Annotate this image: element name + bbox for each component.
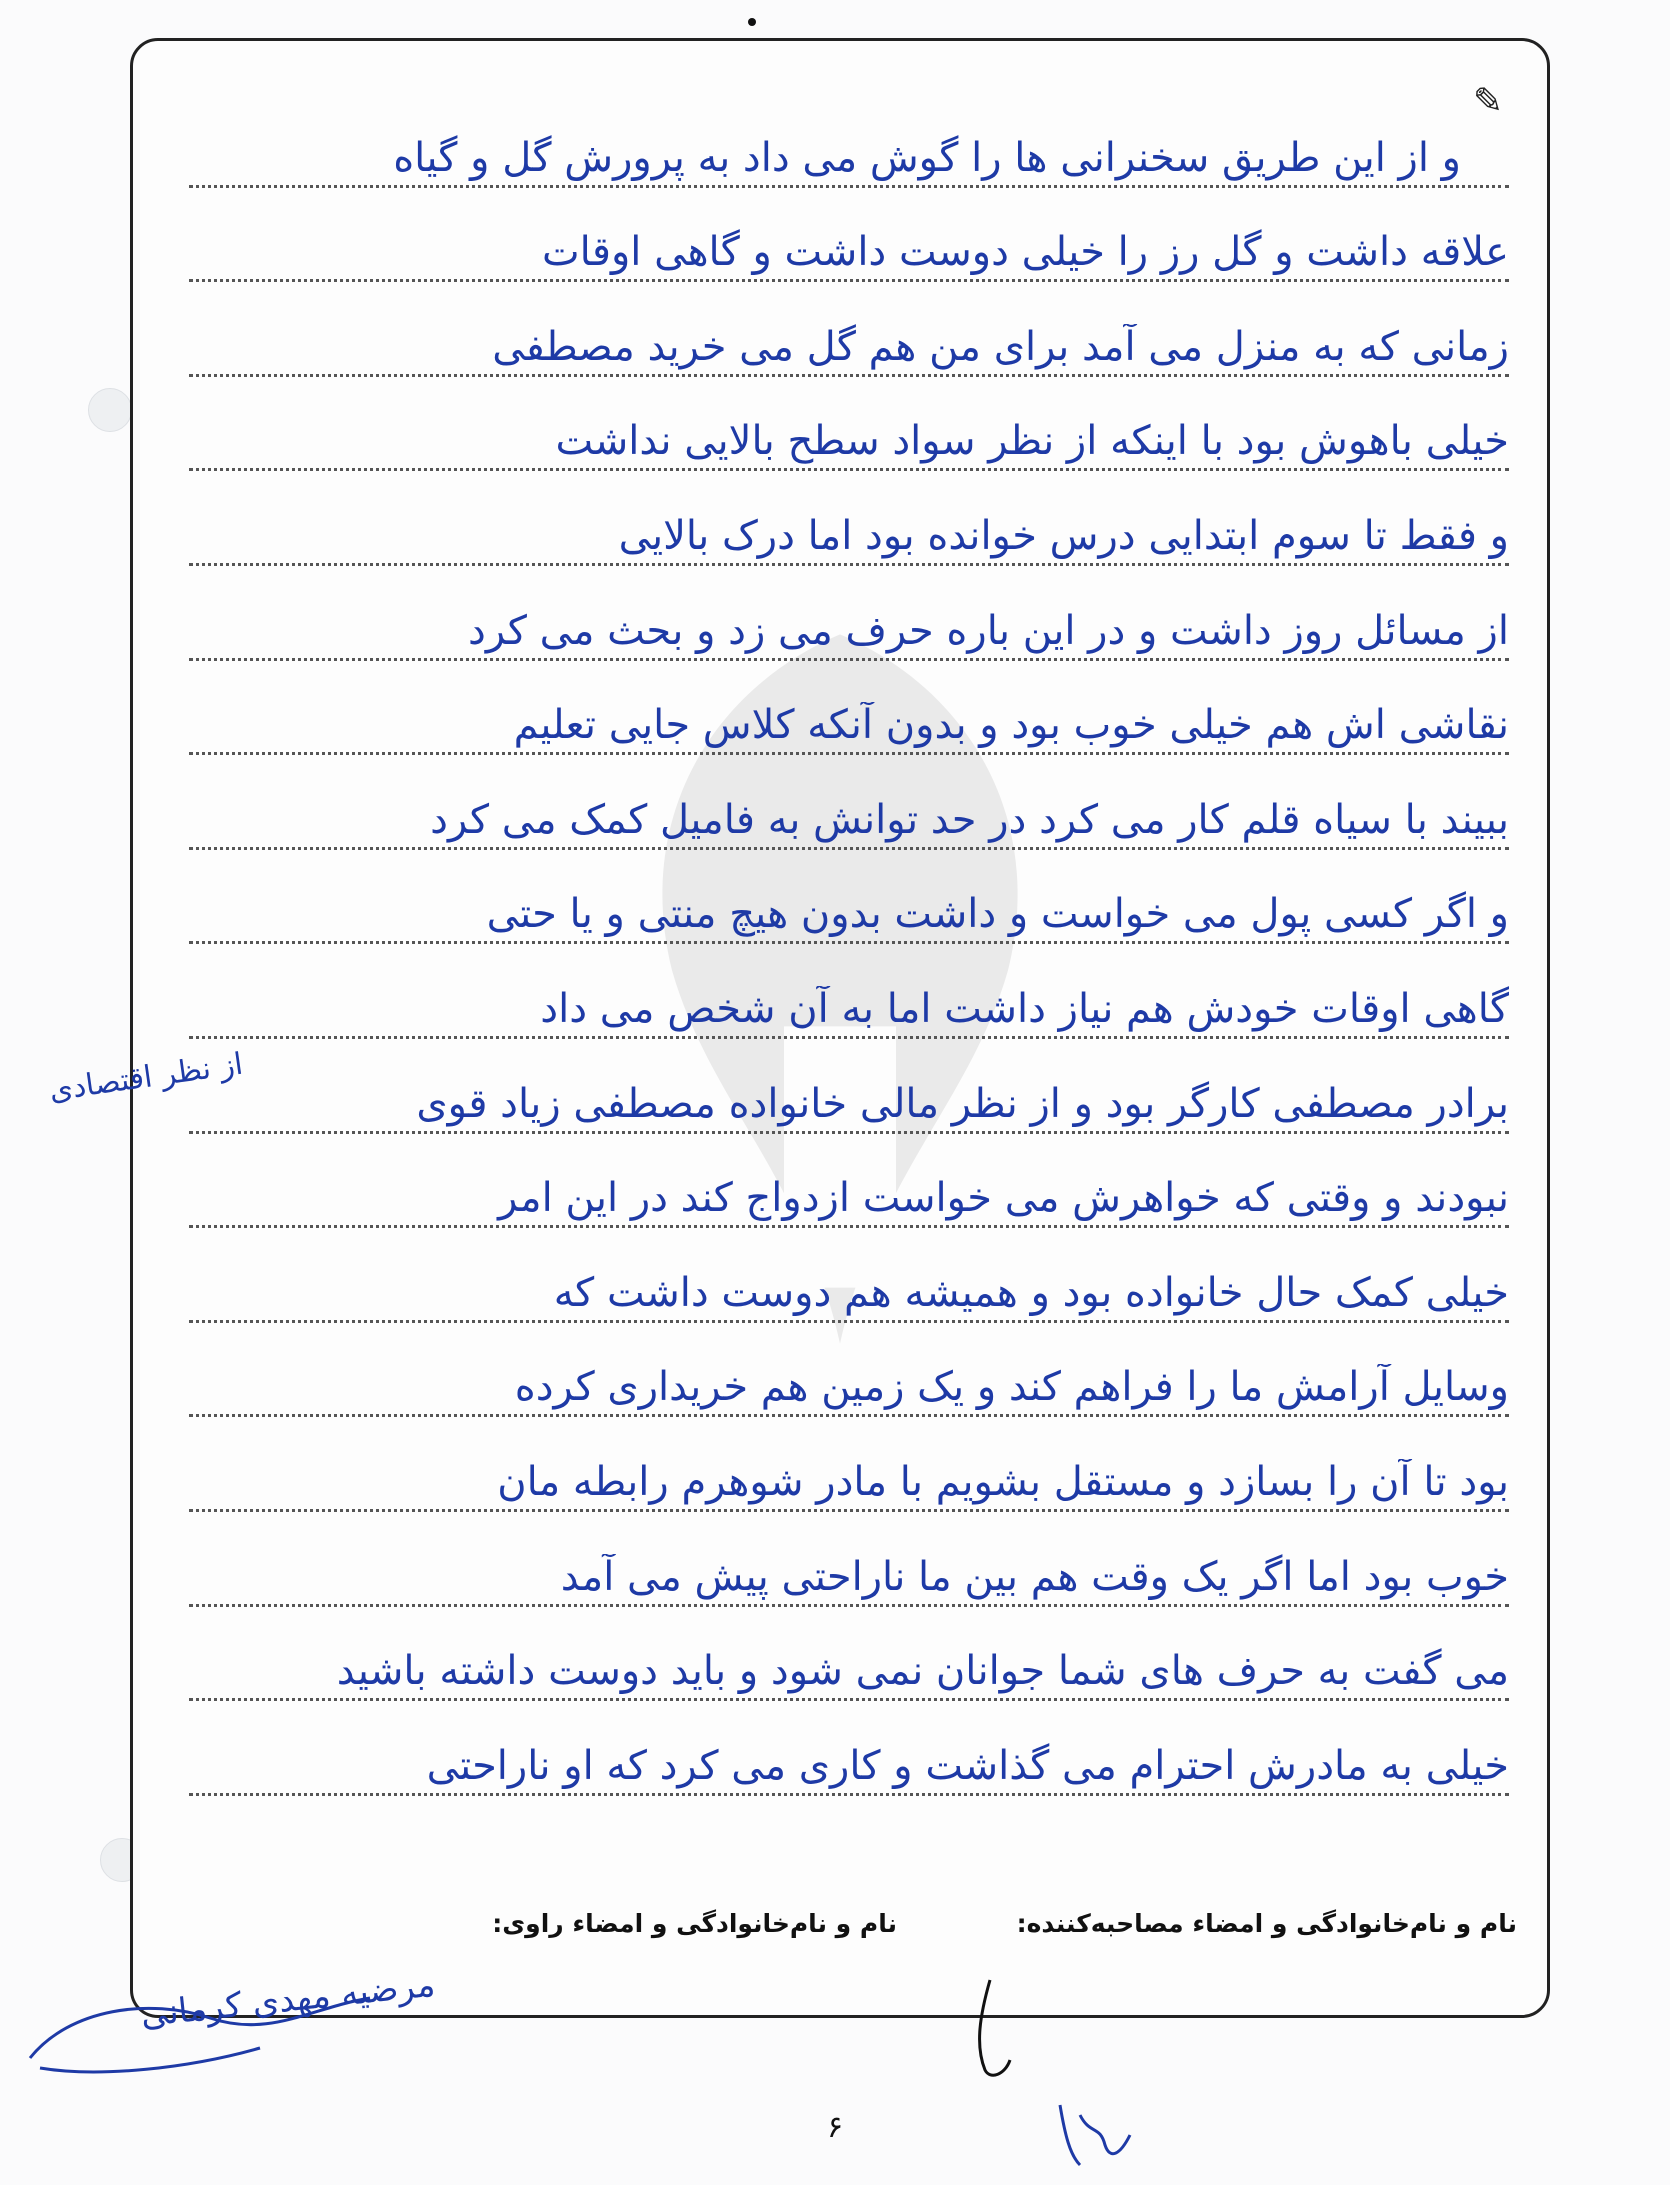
- interviewer-label: نام و نام‌خانوادگی و امضاء مصاحبه‌کننده:: [1016, 1909, 1517, 1938]
- text-line: ببیند با سیاه قلم کار می کرد در حد توانش به فامیل کمک می کرد: [189, 755, 1509, 850]
- text-line: و اگر کسی پول می خواست و داشت بدون هیچ منتی و یا حتی: [189, 850, 1509, 945]
- top-dot: [748, 18, 756, 26]
- text-line: بود تا آن را بسازد و مستقل بشویم با مادر شوهرم رابطه مان: [189, 1417, 1509, 1512]
- handwritten-lines: [189, 81, 1509, 1796]
- text-line: خیلی کمک حال خانواده بود و همیشه هم دوست داشت که: [189, 1228, 1509, 1323]
- page-frame: [130, 38, 1550, 2018]
- text-line: خیلی باهوش بود با اینکه از نظر سواد سطح بالایی نداشت: [189, 377, 1509, 472]
- margin-note: از نظر اقتصادی: [46, 1046, 246, 1109]
- text-line: علاقه داشت و گل رز را خیلی دوست داشت و گاهی اوقات: [189, 188, 1509, 283]
- text-line: می گفت به حرف های شما جوانان نمی شود و باید دوست داشته باشید: [189, 1607, 1509, 1702]
- text-line: نقاشی اش هم خیلی خوب بود و بدون آنکه کلاس جایی تعلیم: [189, 661, 1509, 756]
- text-line: وسایل آرامش ما را فراهم کند و یک زمین هم خریداری کرده: [189, 1323, 1509, 1418]
- narrator-signature-text: مرضیه مهدی کرمانی: [138, 1964, 437, 2036]
- pen-icon: ✎: [1472, 81, 1503, 122]
- text-line: خوب بود اما اگر یک وقت هم بین ما ناراحتی پیش می آمد: [189, 1512, 1509, 1607]
- punch-hole-1: [88, 388, 132, 432]
- interviewer-signature-icon: [960, 1975, 1020, 2085]
- text-line: از مسائل روز داشت و در این باره حرف می زد و بحث می کرد: [189, 566, 1509, 661]
- text-line: نبودند و وقتی که خواهرش می خواست ازدواج کند در این امر: [189, 1134, 1509, 1229]
- text-line: برادر مصطفی کارگر بود و از نظر مالی خانواده مصطفی زیاد قوی: [189, 1039, 1509, 1134]
- text-line: خیلی به مادرش احترام می گذاشت و کاری می کرد که او ناراحتی: [189, 1701, 1509, 1796]
- text-line: گاهی اوقات خودش هم نیاز داشت اما به آن شخص می داد: [189, 944, 1509, 1039]
- text-line: و فقط تا سوم ابتدایی درس خوانده بود اما درک بالایی: [189, 471, 1509, 566]
- text-line: زمانی که به منزل می آمد برای من هم گل می خرید مصطفی: [189, 282, 1509, 377]
- narrator-label: نام و نام‌خانوادگی و امضاء راوی:: [492, 1909, 897, 1938]
- text-line: ✎ و از این طریق سخنرانی ها را گوش می داد به پرورش گل و گیاه: [189, 93, 1509, 188]
- page-number: ۶: [826, 2110, 844, 2145]
- signature-footer: [133, 1909, 1547, 1969]
